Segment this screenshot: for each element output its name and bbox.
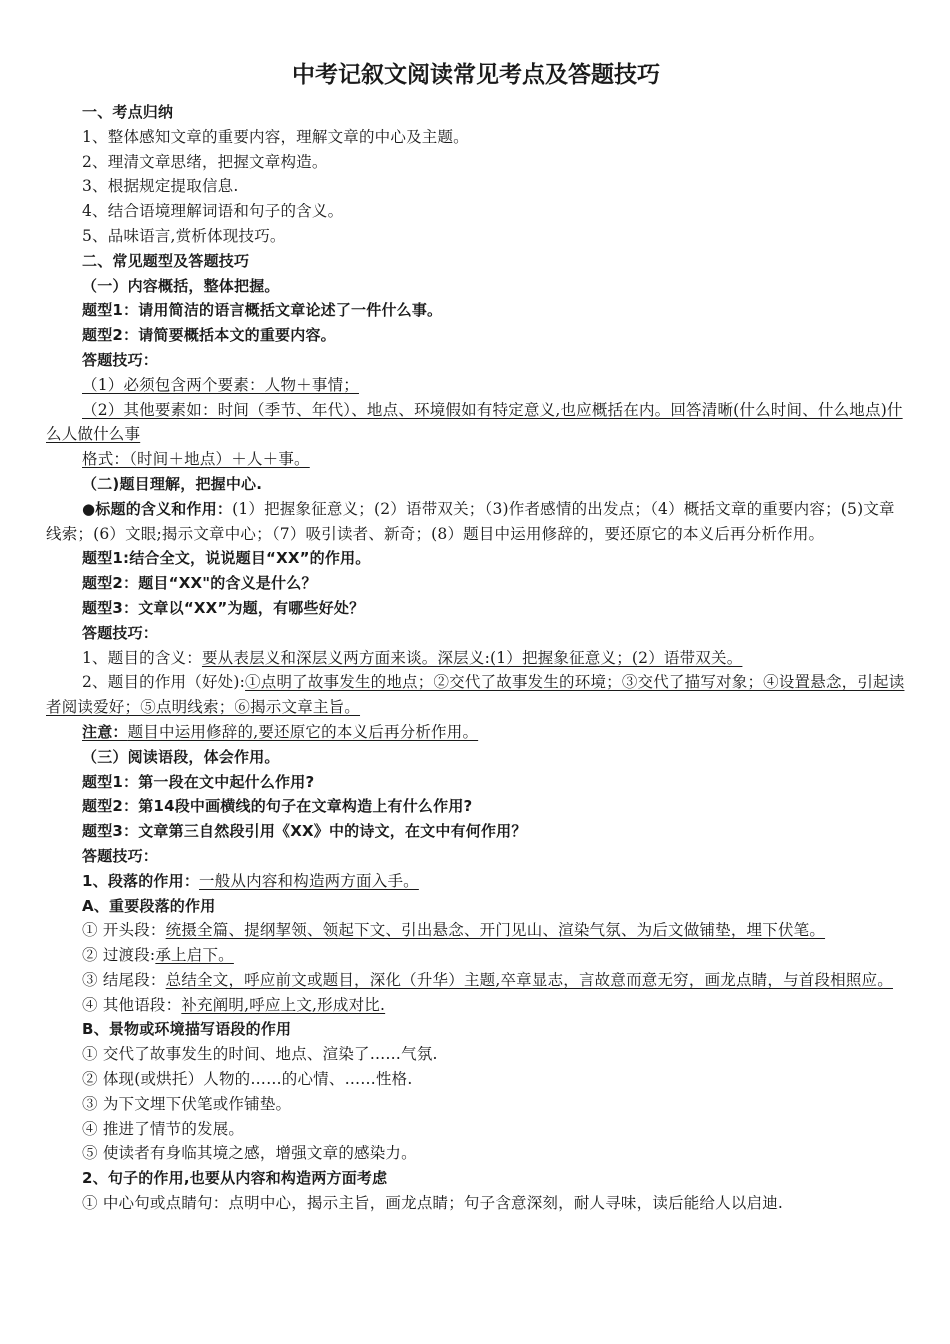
tip-paragraph [46, 670, 906, 720]
tip-text: 格式：（时间＋地点）＋人＋事。 [82, 450, 310, 469]
question-type: 题型2：题目“XX"的含义是什么？ [82, 574, 317, 593]
tip-label: 2、题目的作用（好处): [82, 673, 246, 692]
subsection-heading: （二)题目理解，把握中心. [82, 474, 263, 493]
note-text: 题目中运用修辞的,要还原它的本义后再分析作用。 [127, 722, 479, 741]
tip-text: ①点明了故事发生的地点；②交代了故事发生的环境；③交代了描写对象；④设置悬念，引起读者阅读爱好；⑤点明线索；⑥揭示文章主旨。 [46, 673, 905, 717]
question-type: 题型3：文章以“XX”为题，有哪些好处？ [82, 598, 365, 617]
list-item: 4、结合语境理解词语和句子的含义。 [82, 202, 344, 221]
list-item: ③ 为下文埋下伏笔或作铺垫。 [82, 1094, 292, 1113]
tip-text: 承上启下。 [155, 946, 234, 965]
tip-label: 1、段落的作用： [82, 871, 200, 890]
question-type: 题型1：请用简洁的语言概括文章论述了一件什么事。 [82, 301, 443, 320]
question-type: 题型3：文章第三自然段引用《XX》中的诗文，在文中有何作用？ [82, 822, 527, 841]
note-label: 注意： [82, 722, 128, 741]
bullet-text: (1）把握象征意义；(2）语带双关；（3)作者感情的出发点；（4）概括文章的重要内容；(5)文章线索；(6）文眼;揭示文章中心；（7）吸引读者、新奇；(8）题目中运用修辞的，要还原它的本义后再分析作用。 [46, 499, 895, 543]
question-type: 题型2：第14段中画横线的句子在文章构造上有什么作用? [82, 797, 473, 816]
tip-text: 要从表层义和深层义两方面来谈。深层义:(1）把握象征意义；(2）语带双关。 [201, 648, 743, 667]
tips-label: 答题技巧： [82, 623, 159, 642]
bullet-label: ●标题的含义和作用： [82, 499, 233, 518]
list-item: ⑤ 使读者有身临其境之感，增强文章的感染力。 [82, 1144, 417, 1163]
tip-paragraph [46, 918, 906, 943]
tip-paragraph [46, 646, 906, 671]
list-item: 1、整体感知文章的重要内容，理解文章的中心及主题。 [82, 127, 469, 146]
tip-text: （1）必须包含两个要素：人物＋事情； [82, 375, 359, 394]
question-type: 题型1:结合全文，说说题目“XX”的作用。 [82, 549, 371, 568]
subsection-heading: B、景物或环境描写语段的作用 [82, 1020, 292, 1039]
tip-label: 1、题目的含义： [82, 648, 202, 667]
subsection-heading: （一）内容概括，整体把握。 [82, 276, 280, 295]
tips-label: 答题技巧： [82, 350, 159, 369]
section-heading: 一、考点归纳 [82, 103, 174, 121]
tip-label: ② 过渡段: [82, 946, 156, 965]
tip-paragraph [46, 943, 906, 968]
list-item: ① 中心句或点睛句：点明中心，揭示主旨，画龙点睛；句子含意深刻，耐人寻味，读后能给人以启迪. [82, 1194, 784, 1213]
bullet-paragraph [46, 497, 906, 547]
tip-label: ① 开头段： [82, 921, 166, 940]
tip-paragraph [46, 869, 906, 894]
question-type: 题型2：请简要概括本文的重要内容。 [82, 326, 336, 345]
tips-label: 答题技巧： [82, 846, 159, 865]
page-title: 中考记叙文阅读常见考点及答题技巧 [292, 62, 660, 88]
tip-text: 总结全文，呼应前文或题目，深化（升华）主题,卒章显志，言故意而意无穷，画龙点睛，与首段相照应。 [165, 970, 893, 989]
tip-paragraph [46, 968, 906, 993]
tip-label: ④ 其他语段： [82, 995, 182, 1014]
list-item: ① 交代了故事发生的时间、地点、渲染了……气氛. [82, 1045, 438, 1064]
tip-paragraph [46, 993, 906, 1018]
tip-text: 补充阐明,呼应上文,形成对比. [181, 995, 386, 1014]
subsection-heading: （三）阅读语段，体会作用。 [82, 747, 280, 766]
tip-label: ③ 结尾段： [82, 970, 166, 989]
question-type: 题型1：第一段在文中起什么作用? [82, 772, 315, 791]
section-heading: 二、常见题型及答题技巧 [82, 251, 250, 270]
note-paragraph [46, 720, 906, 745]
subsection-heading: 2、句子的作用,也要从内容和构造两方面考虑 [82, 1169, 388, 1188]
list-item: ② 体现(或烘托）人物的……的心情、……性格. [82, 1070, 413, 1089]
list-item: 3、根据规定提取信息. [82, 177, 239, 196]
tip-text: 一般从内容和构造两方面入手。 [199, 871, 419, 890]
list-item: 2、理清文章思绪，把握文章构造。 [82, 152, 328, 171]
tip-text: 统摄全篇、提纲挈领、领起下文、引出悬念、开门见山、渲染气氛、为后文做铺垫，埋下伏笔。 [165, 921, 826, 940]
list-item: ④ 推进了情节的发展。 [82, 1119, 245, 1138]
tip-text: （2）其他要素如：时间（季节、年代）、地点、环境假如有特定意义,也应概括在内。回答清晰(什么时间、什么地点)什么人做什么事 [46, 400, 903, 444]
list-item: 5、品味语言,赏析体现技巧。 [82, 226, 286, 245]
subsection-heading: A、重要段落的作用 [82, 896, 216, 915]
